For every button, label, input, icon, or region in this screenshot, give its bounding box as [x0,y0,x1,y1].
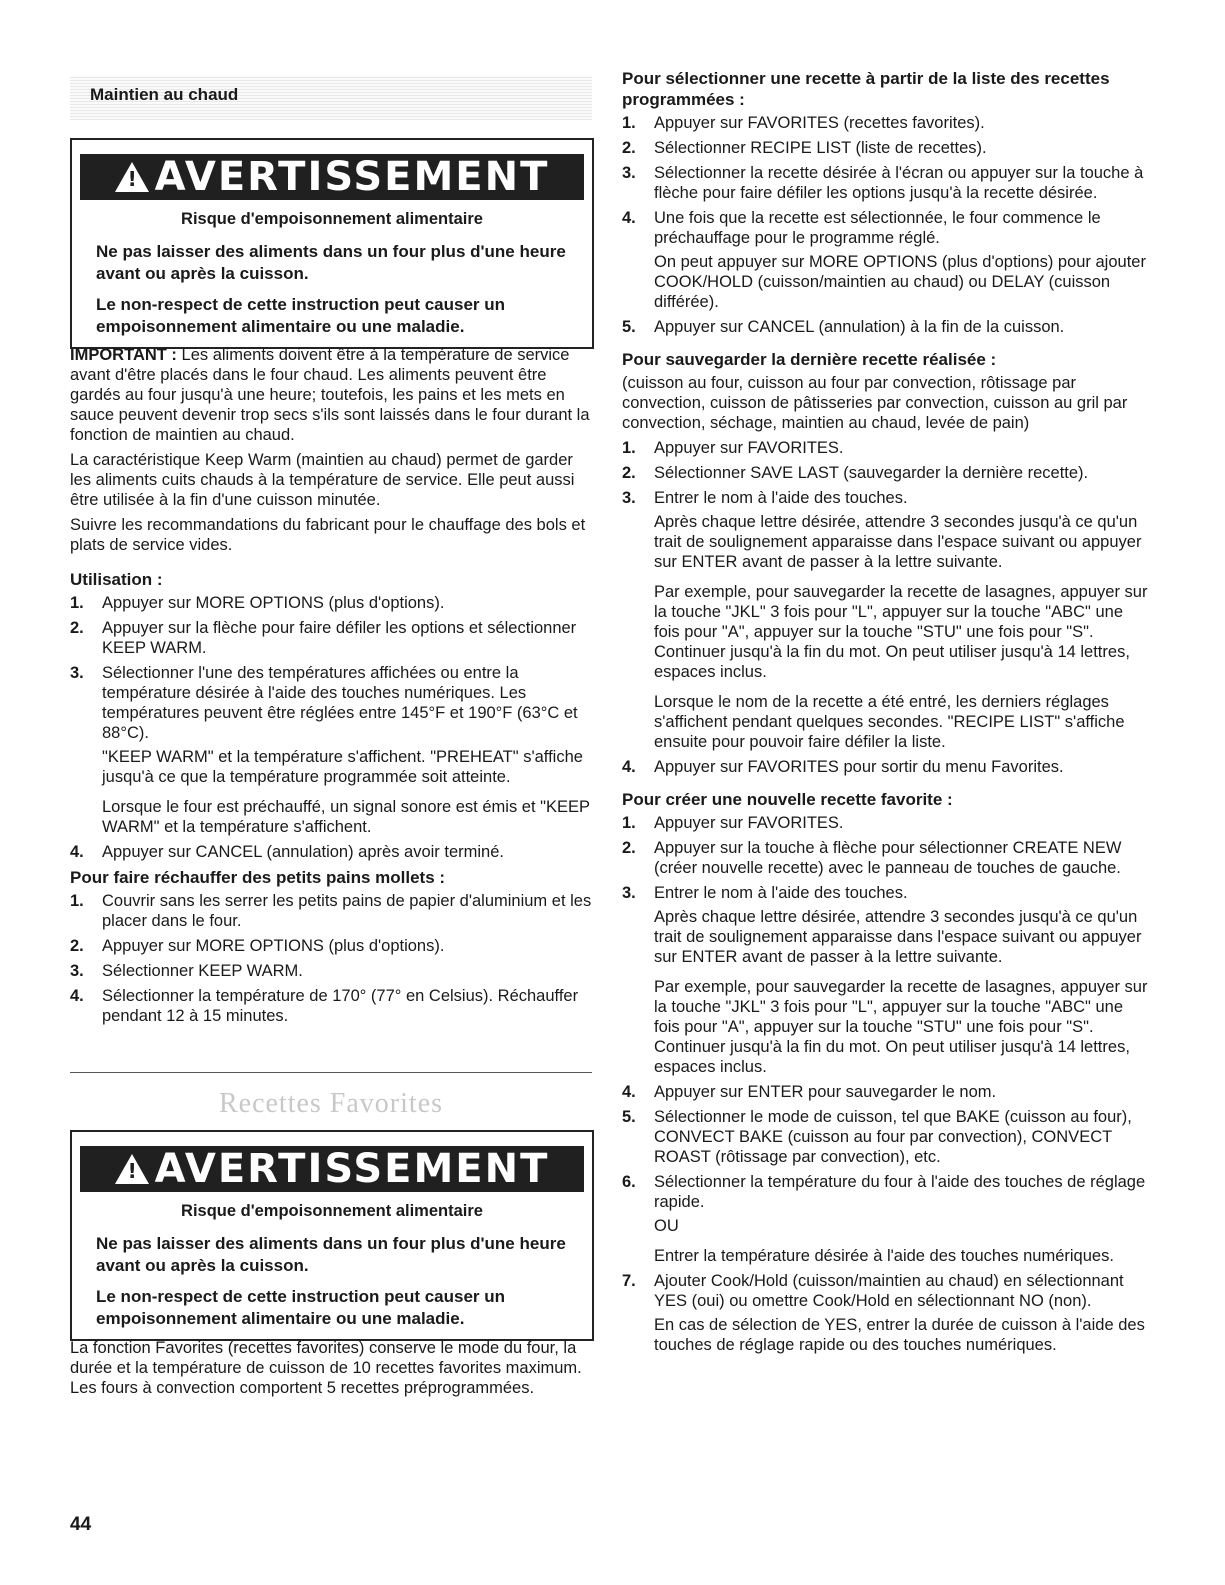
warning-header [80,154,584,200]
sub-paragraph: En cas de sélection de YES, entrer la durée de cuisson à l'aide des touches de réglage rapide ou des touches numériques. [654,1316,1145,1354]
save-steps [622,438,1152,777]
list-item: 2. Appuyer sur la flèche pour faire défiler les options et sélectionner KEEP WARM. [70,619,577,657]
list-item: 6. Sélectionner la température du four à l'aide des touches de réglage rapide. OU Entrer la température désirée à l'aide des touches numériques. [622,1172,1152,1266]
paragraph: La caractéristique Keep Warm (maintien au chaud) permet de garder les aliments cuits chauds à la température de service. Elle peut aussi être utilisée à la fin d'une cuisson minutée. [70,451,575,509]
create-steps [622,813,1152,1355]
list-item: 1. Appuyer sur MORE OPTIONS (plus d'options). [70,594,445,612]
utilisation-steps [70,593,592,862]
warning-subtitle: Risque d'empoisonnement alimentaire [181,210,483,228]
warning-triangle-icon: ! [115,162,149,192]
list-item: 3. Sélectionner KEEP WARM. [70,962,303,980]
sub-paragraph: Après chaque lettre désirée, attendre 3 secondes jusqu'à ce qu'un trait de soulignement apparaisse dans l'espace suivant ou appuyer sur ENTER avant de passer à la lettre suivante. [654,513,1142,571]
list-item: 1. Appuyer sur FAVORITES (recettes favorites). [622,114,985,132]
sub-paragraph: On peut appuyer sur MORE OPTIONS (plus d'options) pour ajouter COOK/HOLD (cuisson/maintien au chaud) ou DELAY (cuisson différée). [654,253,1146,311]
list-item: 1. Appuyer sur FAVORITES. [622,439,844,457]
sub-paragraph: OU [654,1217,679,1235]
right-column [622,68,1152,1360]
section-title: Maintien au chaud [90,85,239,104]
list-item: 3. Sélectionner l'une des températures affichées ou entre la température désirée à l'aide des touches numériques. Les températures peuvent être réglées entre 145°F et 190°F (63°C et 88°C). "KEEP WARM" et la température s'affichent. "PREHEAT" s'affiche jusqu'à ce que la température programmée soit atteinte. Lorsque le four est préchauffé, un signal sonore est émis et "KEEP WARM" et la température s'affichent. [70,663,592,837]
sub-paragraph: Par exemple, pour sauvegarder la recette de lasagnes, appuyer sur la touche "JKL" 3 fois pour "L", appuyer sur la touche "ABC" une fois pour "A", appuyer sur la touche "STU" une fois pour "S". Continuer jusqu'à la fin du mot. On peut utiliser jusqu'à 14 lettres, espaces inclus. [654,978,1148,1076]
warning-header [80,1146,584,1192]
list-item: 1. Appuyer sur FAVORITES. [622,814,844,832]
pains-steps [70,891,592,1026]
list-item: 3. Entrer le nom à l'aide des touches. Après chaque lettre désirée, attendre 3 secondes jusqu'à ce qu'un trait de soulignement apparaisse dans l'espace suivant ou appuyer sur ENTER avant de passer à la lettre suivante. Par exemple, pour sauvegarder la recette de lasagnes, appuyer sur la touche "JKL" 3 fois pour "L", appuyer sur la touche "ABC" une fois pour "A", appuyer sur la touche "STU" une fois pour "S". Continuer jusqu'à la fin du mot. On peut utiliser jusqu'à 14 lettres, espaces inclus. Lorsque le nom de la recette a été entré, les derniers réglages s'affichent pendant quelques secondes. "RECIPE LIST" s'affiche ensuite pour pouvoir faire défiler la liste. [622,488,1152,752]
create-title: Pour créer une nouvelle recette favorite : [622,790,953,809]
list-item: 2. Sélectionner SAVE LAST (sauvegarder la dernière recette). [622,464,1089,482]
warning-box [70,138,594,349]
list-item: 2. Sélectionner RECIPE LIST (liste de recettes). [622,139,987,157]
sub-paragraph: Lorsque le nom de la recette a été entré, les derniers réglages s'affichent pendant quelques secondes. "RECIPE LIST" s'affiche ensuite pour pouvoir faire défiler la liste. [654,693,1125,751]
save-title: Pour sauvegarder la dernière recette réalisée : [622,350,997,369]
warning-line: Le non-respect de cette instruction peut causer un empoisonnement alimentaire ou une maladie. [96,1287,506,1328]
pains-title: Pour faire réchauffer des petits pains mollets : [70,868,446,887]
warning-heading: AVERTISSEMENT [154,1146,550,1192]
important-label: IMPORTANT : [70,346,177,364]
sub-paragraph: Lorsque le four est préchauffé, un signal sonore est émis et "KEEP WARM" et la température s'affichent. [102,798,590,836]
favorites-title: Recettes Favorites [218,1088,444,1119]
list-item: 2. Appuyer sur la touche à flèche pour sélectionner CREATE NEW (créer nouvelle recette) avec le panneau de touches de gauche. [622,839,1122,877]
list-item: 7. Ajouter Cook/Hold (cuisson/maintien au chaud) en sélectionnant YES (oui) ou omettre Cook/Hold en sélectionnant NO (non). En cas de sélection de YES, entrer la durée de cuisson à l'aide des touches de réglage rapide ou des touches numériques. [622,1271,1152,1355]
warning-box [70,1130,594,1341]
important-paragraph [70,345,592,445]
warning-line: Le non-respect de cette instruction peut causer un empoisonnement alimentaire ou une maladie. [96,295,506,336]
warning-line: Ne pas laisser des aliments dans un four plus d'une heure avant ou après la cuisson. [96,242,566,283]
list-item: 4. Une fois que la recette est sélectionnée, le four commence le préchauffage pour le programme réglé. On peut appuyer sur MORE OPTIONS (plus d'options) pour ajouter COOK/HOLD (cuisson/maintien au chaud) ou DELAY (cuisson différée). [622,208,1152,312]
sub-paragraph: Entrer la température désirée à l'aide des touches numériques. [654,1247,1114,1265]
page-number: 44 [70,1514,92,1535]
utilisation-title: Utilisation : [70,570,163,589]
warning-heading: AVERTISSEMENT [154,154,550,200]
list-item: 5. Appuyer sur CANCEL (annulation) à la fin de la cuisson. [622,318,1065,336]
list-item: 3. Sélectionner la recette désirée à l'écran ou appuyer sur la touche à flèche pour faire défiler les options jusqu'à la recette désirée. [622,164,1144,202]
warning-triangle-icon: ! [115,1154,149,1184]
list-item: 3. Entrer le nom à l'aide des touches. Après chaque lettre désirée, attendre 3 secondes jusqu'à ce qu'un trait de soulignement apparaisse dans l'espace suivant ou appuyer sur ENTER avant de passer à la lettre suivante. Par exemple, pour sauvegarder la recette de lasagnes, appuyer sur la touche "JKL" 3 fois pour "L", appuyer sur la touche "ABC" une fois pour "A", appuyer sur la touche "STU" une fois pour "S". Continuer jusqu'à la fin du mot. On peut utiliser jusqu'à 14 lettres, espaces inclus. [622,883,1152,1077]
list-item: 1. Couvrir sans les serrer les petits pains de papier d'aluminium et les placer dans le four. [70,892,592,930]
save-intro: (cuisson au four, cuisson au four par convection, rôtissage par convection, cuisson de pâtisseries par convection, cuisson au gril par convection, séchage, maintien au chaud, levée de pain) [622,374,1128,432]
list-item: 2. Appuyer sur MORE OPTIONS (plus d'options). [70,937,445,955]
select-title: Pour sélectionner une recette à partir de la liste des recettes programmées : [622,69,1110,109]
divider [70,1072,592,1073]
list-item: 5. Sélectionner le mode de cuisson, tel que BAKE (cuisson au four), CONVECT BAKE (cuisson au four par convection), CONVECT ROAST (rôtissage par convection), etc. [622,1108,1132,1166]
favorites-paragraph: La fonction Favorites (recettes favorites) conserve le mode du four, la durée et la température de cuisson de 10 recettes favorites maximum. Les fours à convection comportent 5 recettes préprogrammées. [70,1339,582,1397]
sub-paragraph: "KEEP WARM" et la température s'affichent. "PREHEAT" s'affiche jusqu'à ce que la température programmée soit atteinte. [102,748,583,786]
list-item: 4. Appuyer sur ENTER pour sauvegarder le nom. [622,1083,997,1101]
sub-paragraph: Par exemple, pour sauvegarder la recette de lasagnes, appuyer sur la touche "JKL" 3 fois pour "L", appuyer sur la touche "ABC" une fois pour "A", appuyer sur la touche "STU" une fois pour "S". Continuer jusqu'à la fin du mot. On peut utiliser jusqu'à 14 lettres, espaces inclus. [654,583,1148,681]
important-text: Les aliments doivent être à la température de service avant d'être placés dans le four chaud. Les aliments peuvent être gardés au four jusqu'à une heure; toutefois, les pains et les mets en sauce peuvent devenir trop secs s'ils sont laissés dans le four durant la fonction de maintien au chaud. [70,346,590,444]
warning-subtitle: Risque d'empoisonnement alimentaire [181,1202,483,1220]
list-item: 4. Appuyer sur FAVORITES pour sortir du menu Favorites. [622,758,1064,776]
list-item: 4. Sélectionner la température de 170° (77° en Celsius). Réchauffer pendant 12 à 15 minutes. [70,987,579,1025]
warning-line: Ne pas laisser des aliments dans un four plus d'une heure avant ou après la cuisson. [96,1234,566,1275]
keep-warm-body [70,345,592,1031]
section-title-bar [70,76,592,120]
paragraph: Suivre les recommandations du fabricant pour le chauffage des bols et plats de service vides. [70,516,586,554]
list-item: 4. Appuyer sur CANCEL (annulation) après avoir terminé. [70,843,504,861]
sub-paragraph: Après chaque lettre désirée, attendre 3 secondes jusqu'à ce qu'un trait de soulignement apparaisse dans l'espace suivant ou appuyer sur ENTER avant de passer à la lettre suivante. [654,908,1142,966]
select-steps [622,113,1152,337]
